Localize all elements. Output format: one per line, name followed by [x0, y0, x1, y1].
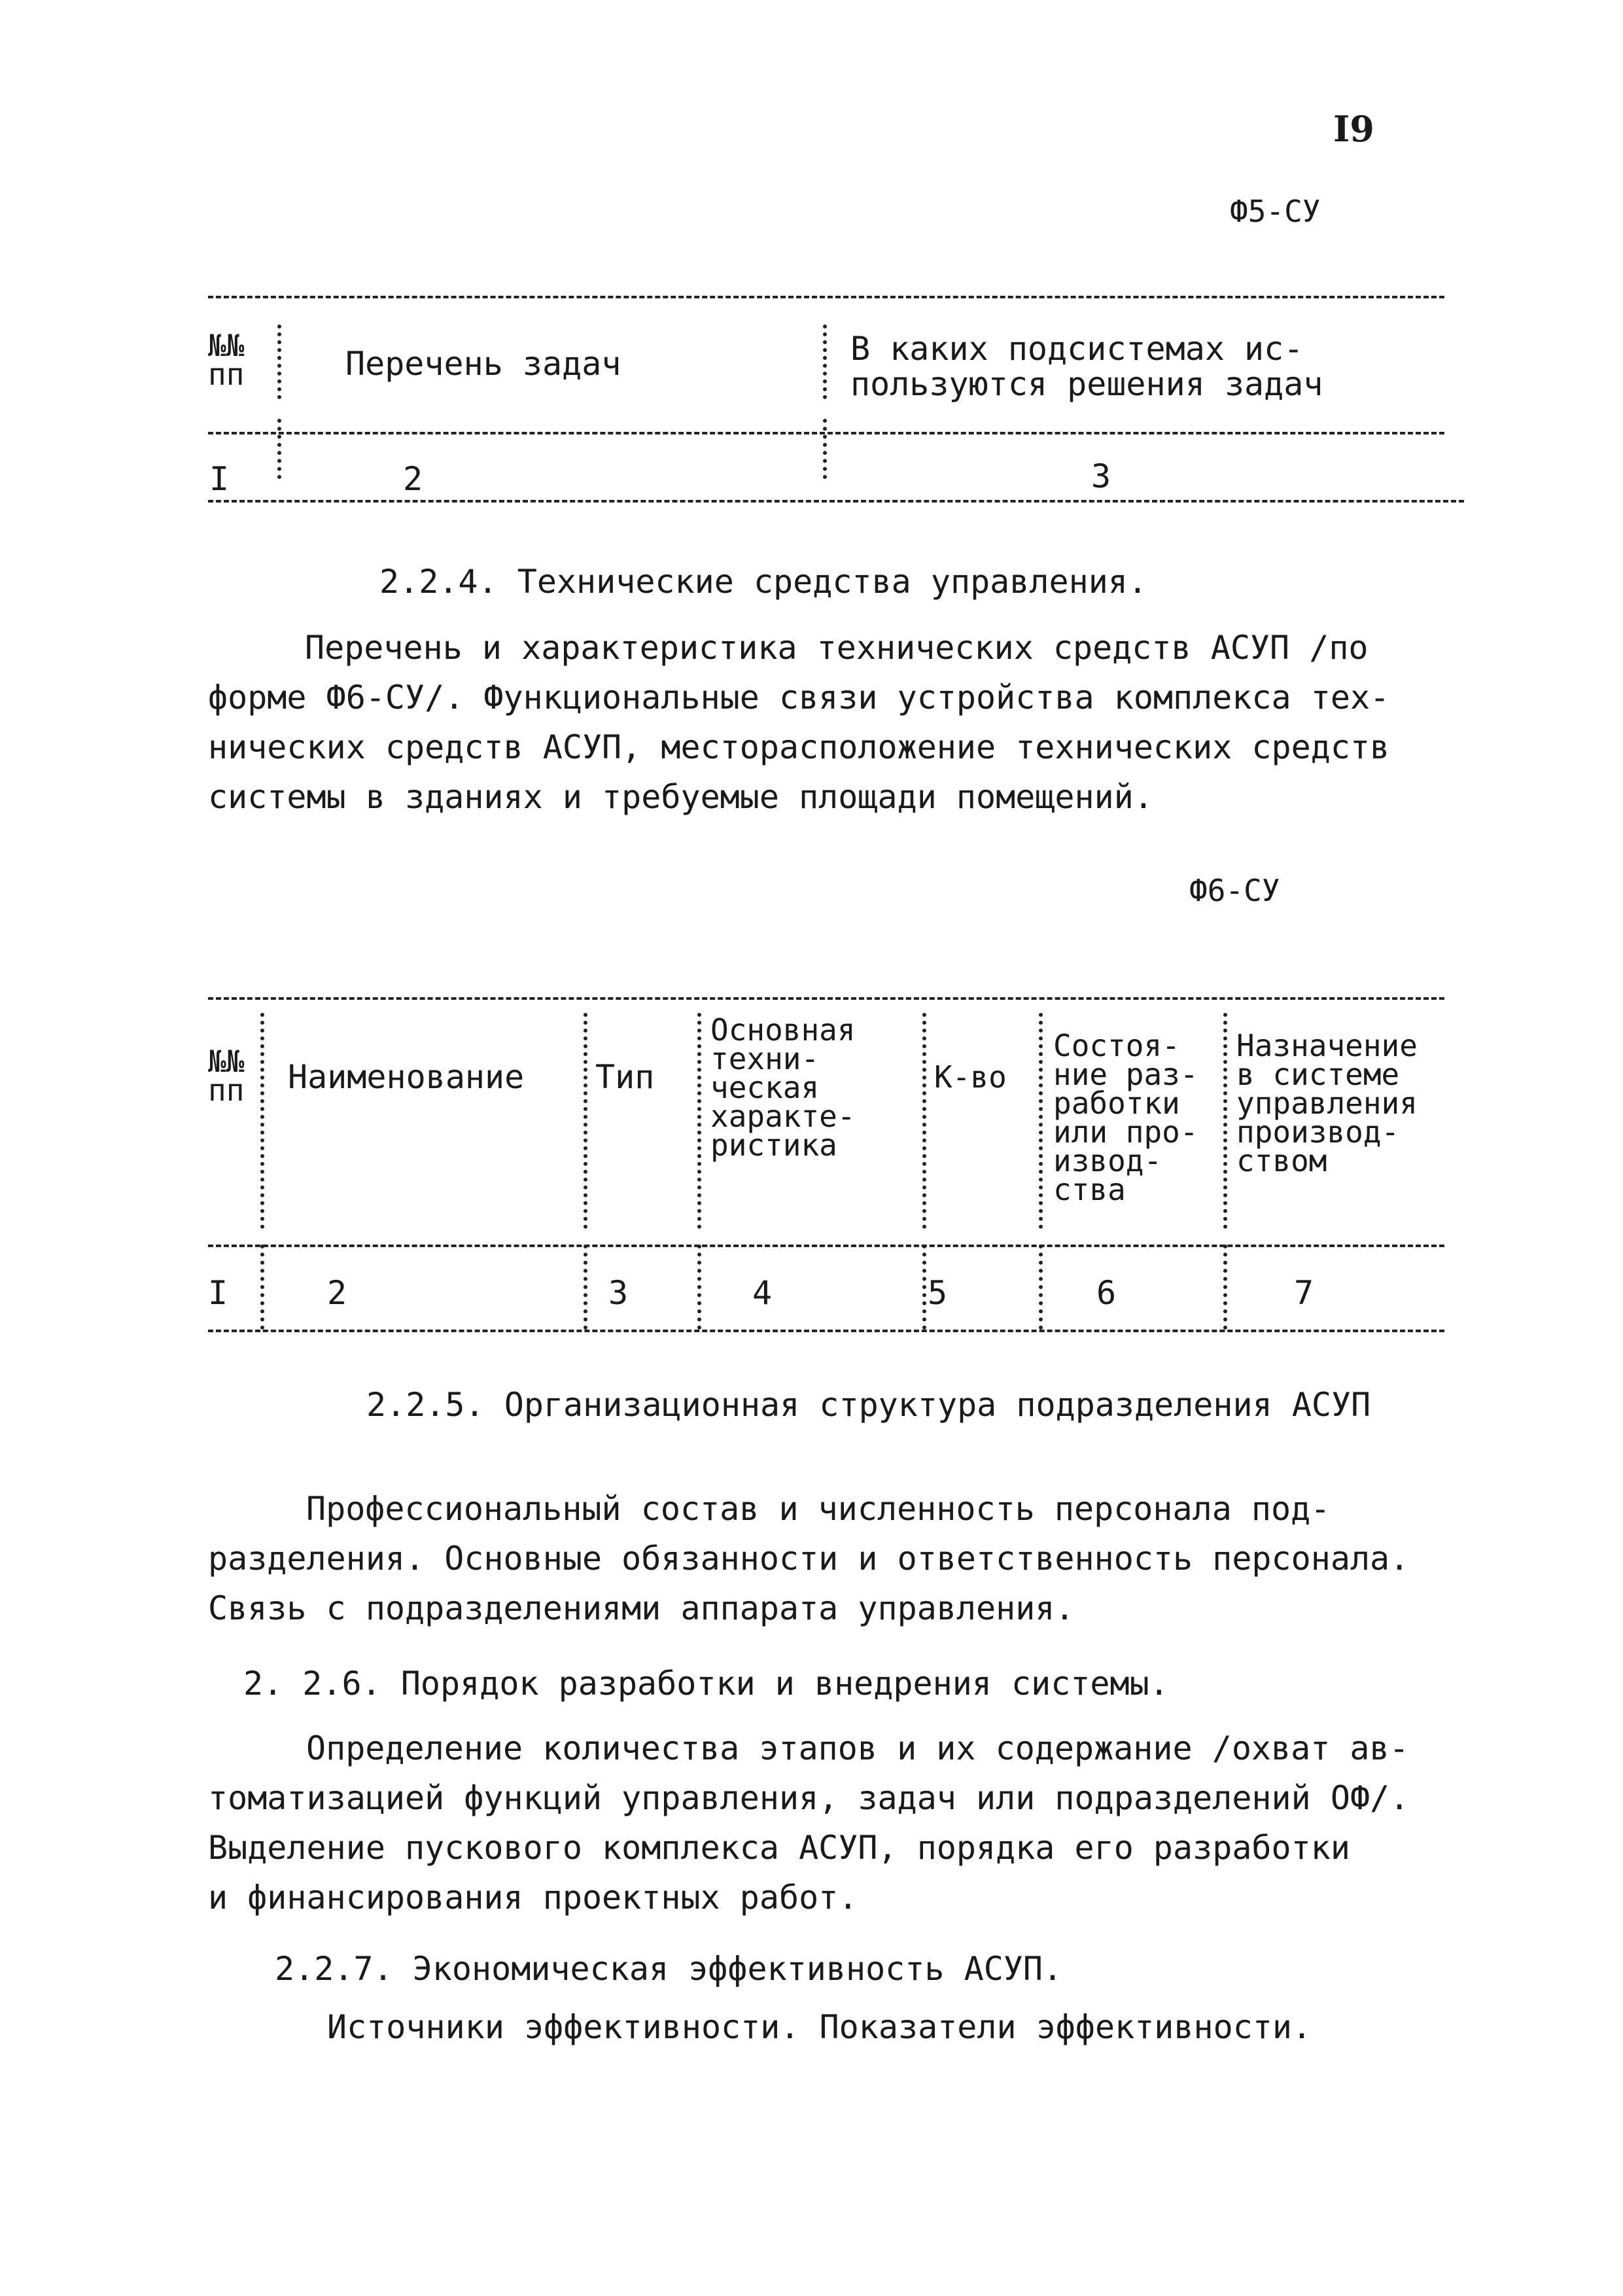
column-number: 3 — [608, 1274, 629, 1312]
column-separator — [697, 1013, 701, 1229]
section-heading-2-2-4: 2.2.4. Технические средства управления. — [379, 563, 1147, 601]
column-separator — [260, 1245, 264, 1330]
table-rule — [208, 997, 1444, 1000]
column-separator — [260, 1013, 264, 1229]
paragraph-line: системы в зданиях и требуемые площади помещений. — [208, 778, 1153, 816]
paragraph-line: Связь с подразделениями аппарата управления. — [208, 1589, 1075, 1627]
section-heading-2-2-7: 2.2.7. Экономическая эффективность АСУП. — [275, 1950, 1063, 1988]
column-number: 2 — [327, 1274, 347, 1312]
table-rule — [208, 296, 1444, 298]
paragraph-line: Определение количества этапов и их содержание /охват ав- — [306, 1729, 1409, 1767]
col-header-state: Состоя- ние раз- работки или про- извод- ства — [1053, 1028, 1198, 1207]
paragraph-line: нических средств АСУП, месторасположение технических средств — [208, 728, 1390, 766]
section-heading-2-2-5: 2.2.5. Организационная структура подразделения АСУП — [366, 1386, 1371, 1424]
paragraph-line: Профессиональный состав и численность персонала под- — [306, 1490, 1331, 1528]
column-separator — [1223, 1245, 1227, 1330]
col-header-tasks: Перечень задач — [345, 345, 621, 383]
section-2-2-5-paragraph — [208, 1484, 1409, 1633]
column-separator — [584, 1245, 587, 1330]
column-separator — [1223, 1013, 1227, 1229]
section-heading-2-2-6: 2. 2.6. Порядок разработки и внедрения системы. — [243, 1665, 1169, 1703]
table-rule — [208, 500, 1464, 503]
column-separator — [277, 325, 281, 399]
column-separator — [584, 1013, 587, 1229]
col-header-characteristic: Основная техни- ческая характе- ристика — [710, 1012, 856, 1163]
page-number: I9 — [1333, 108, 1374, 150]
column-separator — [697, 1245, 701, 1330]
form-code-f5: Ф5-СУ — [1230, 194, 1321, 229]
column-separator — [1039, 1245, 1043, 1330]
column-number: 4 — [752, 1274, 773, 1312]
column-number: I — [209, 460, 230, 498]
column-number: 7 — [1294, 1274, 1314, 1312]
paragraph-line: томатизацией функций управления, задач или подразделений ОФ/. — [208, 1779, 1410, 1817]
col-header-number: №№ пп — [208, 328, 245, 392]
column-separator — [823, 325, 827, 399]
col-header-subsystems: В каких подсистемах ис- пользуются решения задач — [850, 330, 1323, 403]
column-separator — [1039, 1013, 1043, 1229]
section-2-2-4-paragraph — [208, 623, 1389, 822]
column-number: 2 — [403, 460, 423, 498]
section-2-2-6-paragraph — [208, 1723, 1409, 1922]
section-2-2-7-paragraph — [327, 2002, 1312, 2052]
column-separator — [277, 419, 281, 479]
paragraph-line: разделения. Основные обязанности и ответственность персонала. — [208, 1540, 1410, 1578]
column-separator — [922, 1245, 926, 1330]
table-rule — [208, 1330, 1444, 1332]
paragraph-line: форме Ф6-СУ/. Функциональные связи устройства комплекса тех- — [208, 679, 1390, 716]
column-separator — [922, 1013, 926, 1229]
col-header-type: Тип — [595, 1058, 655, 1096]
col-header-name: Наименование — [288, 1058, 525, 1096]
column-number: I — [208, 1274, 228, 1312]
paragraph-line: и финансирования проектных работ. — [208, 1879, 858, 1916]
column-number: 3 — [1091, 457, 1111, 495]
col-header-purpose: Назначение в системе управления производ- ством — [1236, 1028, 1418, 1178]
col-header-number: №№ пп — [208, 1044, 245, 1108]
col-header-quantity: К-во — [934, 1059, 1007, 1095]
column-separator — [823, 419, 827, 479]
paragraph-line: Источники эффективности. Показатели эффективности. — [327, 2008, 1312, 2046]
table-rule — [208, 1245, 1444, 1247]
column-number: 6 — [1096, 1274, 1117, 1312]
paragraph-line: Перечень и характеристика технических средств АСУП /по — [305, 629, 1369, 667]
column-number: 5 — [928, 1274, 948, 1312]
form-code-f6: Ф6-СУ — [1189, 873, 1280, 908]
paragraph-line: Выделение пускового комплекса АСУП, порядка его разработки — [208, 1829, 1350, 1867]
